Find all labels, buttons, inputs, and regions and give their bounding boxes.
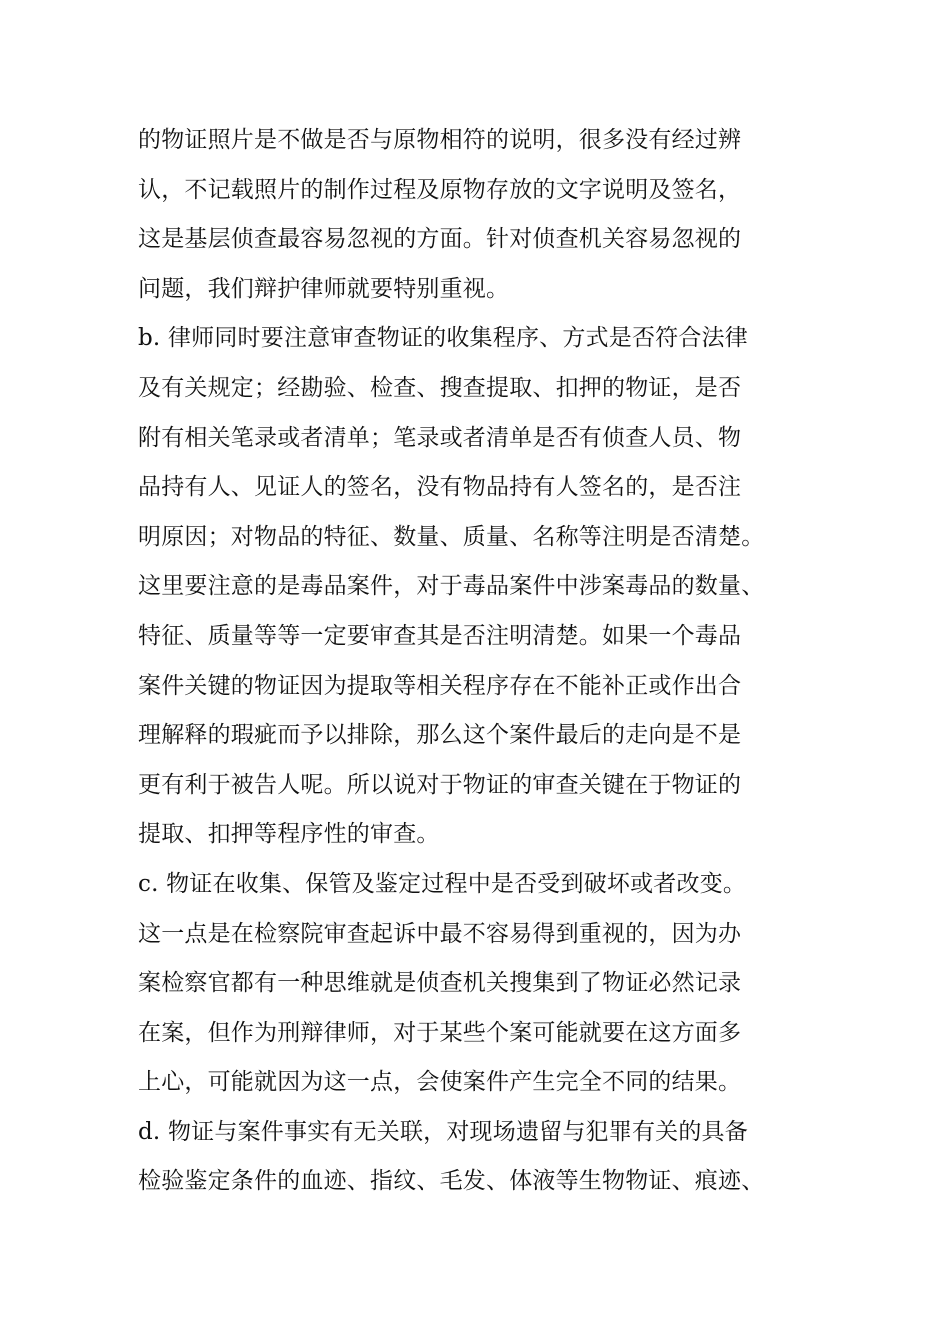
text-line: 理解释的瑕疵而予以排除，那么这个案件最后的走向是不是 [138,722,742,749]
document-body [138,116,828,1207]
text-line: d. 物证与案件事实有无关联，对现场遗留与犯罪有关的具备 [138,1118,748,1145]
text-line: 特征、质量等等一定要审查其是否注明清楚。如果一个毒品 [138,622,742,649]
text-line: b. 律师同时要注意审查物证的收集程序、方式是否符合法律 [138,325,748,352]
text-line: 问题，我们辩护律师就要特别重视。 [138,275,510,302]
text-line: 案检察官都有一种思维就是侦查机关搜集到了物证必然记录 [138,970,742,997]
text-line: 明原因；对物品的特征、数量、质量、名称等注明是否清楚。 [138,523,765,550]
text-line: 这一点是在检察院审查起诉中最不容易得到重视的，因为办 [138,920,742,947]
text-line: 上心，可能就因为这一点，会使案件产生完全不同的结果。 [138,1069,742,1096]
text-line: 在案，但作为刑辩律师，对于某些个案可能就要在这方面多 [138,1019,742,1046]
text-line: 认，不记载照片的制作过程及原物存放的文字说明及签名， [138,176,742,203]
text-line: 附有相关笔录或者清单；笔录或者清单是否有侦查人员、物 [138,424,742,451]
text-line: 的物证照片是不做是否与原物相符的说明，很多没有经过辨 [138,127,742,153]
text-line: c. 物证在收集、保管及鉴定过程中是否受到破坏或者改变。 [138,870,747,897]
text-line: 这是基层侦查最容易忽视的方面。针对侦查机关容易忽视的 [138,226,742,253]
text-line: 品持有人、见证人的签名，没有物品持有人签名的，是否注 [138,474,742,501]
text-line: 这里要注意的是毒品案件，对于毒品案件中涉案毒品的数量、 [138,573,765,600]
text-line: 及有关规定；经勘验、检查、搜查提取、扣押的物证，是否 [138,374,742,401]
text-line: 检验鉴定条件的血迹、指纹、毛发、体液等生物物证、痕迹、 [138,1168,765,1195]
text-line: 提取、扣押等程序性的审查。 [138,821,440,848]
text-line: 更有利于被告人呢。所以说对于物证的审查关键在于物证的 [138,771,742,798]
text-line: 案件关键的物证因为提取等相关程序存在不能补正或作出合 [138,672,742,699]
